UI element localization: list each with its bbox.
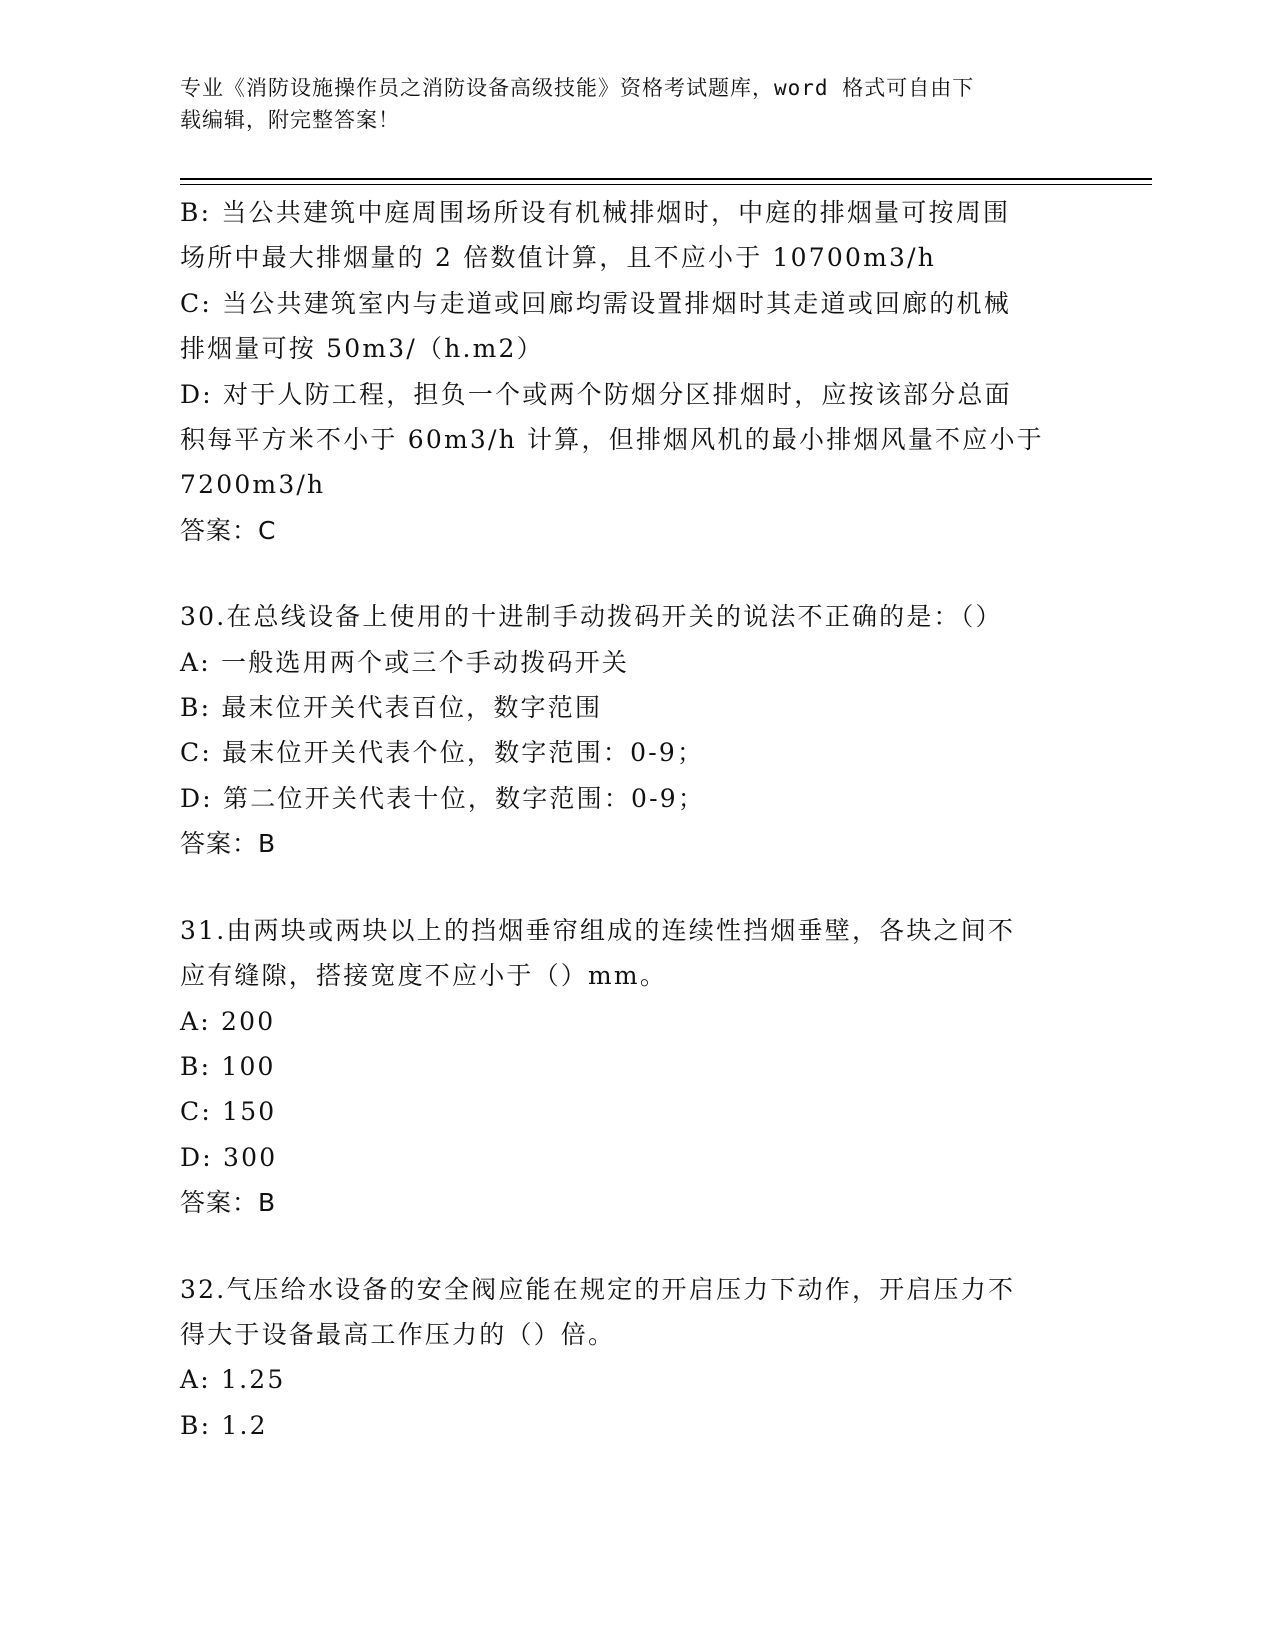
option-b: B: 1.2 [180,1410,268,1440]
header-rule-thin [180,184,1152,185]
option-d: D: 300 [180,1142,278,1172]
header-rule-thick [180,178,1152,180]
answer-line: 答案：B [180,1188,277,1218]
answer-line: 答案：C [180,515,277,545]
option-c: C: 150 [180,1097,277,1127]
option-a: A: 200 [180,1006,276,1036]
document-header [180,72,1040,136]
option-c: C: 最末位开关代表个位，数字范围：0-9； [180,738,705,768]
option-c-line-1: C: 当公共建筑室内与走道或回廊均需设置排烟时其走道或回廊的机械 [180,288,1011,318]
option-a: A: 1.25 [180,1365,286,1395]
header-line-2: 载编辑，附完整答案！ [180,108,400,132]
option-d-line-3: 7200m3/h [180,470,326,500]
question-spacer [180,867,1080,908]
option-c-line-2: 排烟量可按 50m3/（h.m2） [180,334,544,364]
option-b: B: 100 [180,1051,276,1081]
question-stem-line-1: 31.由两块或两块以上的挡烟垂帘组成的连续性挡烟垂壁，各块之间不 [180,915,1016,945]
option-d: D: 第二位开关代表十位，数字范围：0-9； [180,783,706,813]
question-spacer [180,1226,1080,1267]
option-a: A: 一般选用两个或三个手动拨码开关 [180,647,630,677]
option-d-line-1: D: 对于人防工程，担负一个或两个防烟分区排烟时，应按该部分总面 [180,379,1012,409]
question-stem: 30.在总线设备上使用的十进制手动拨码开关的说法不正确的是：（） [180,602,1003,632]
question-32 [180,1267,1080,1449]
option-b-line-1: B: 当公共建筑中庭周围场所设有机械排烟时，中庭的排烟量可按周围 [180,198,1011,227]
option-b-line-2: 场所中最大排烟量的 2 倍数值计算，且不应小于 10700m3/h [180,243,937,273]
option-d-line-2: 积每平方米不小于 60m3/h 计算，但排烟风机的最小排烟风量不应小于 [180,425,1044,455]
question-30 [180,594,1080,866]
question-31 [180,908,1080,1226]
question-body [180,190,1080,1448]
header-line-1: 专业《消防设施操作员之消防设备高级技能》资格考试题库，word 格式可自由下 [180,76,975,100]
option-b: B: 最末位开关代表百位，数字范围 [180,693,603,723]
question-stem-line-1: 32.气压给水设备的安全阀应能在规定的开启压力下动作，开启压力不 [180,1274,1016,1304]
question-spacer [180,553,1080,594]
question-stem-line-2: 应有缝隙，搭接宽度不应小于（）mm。 [180,961,668,991]
question-stem-line-2: 得大于设备最高工作压力的（）倍。 [180,1319,616,1349]
answer-line: 答案：B [180,829,277,859]
question-29-continued [180,190,1080,553]
